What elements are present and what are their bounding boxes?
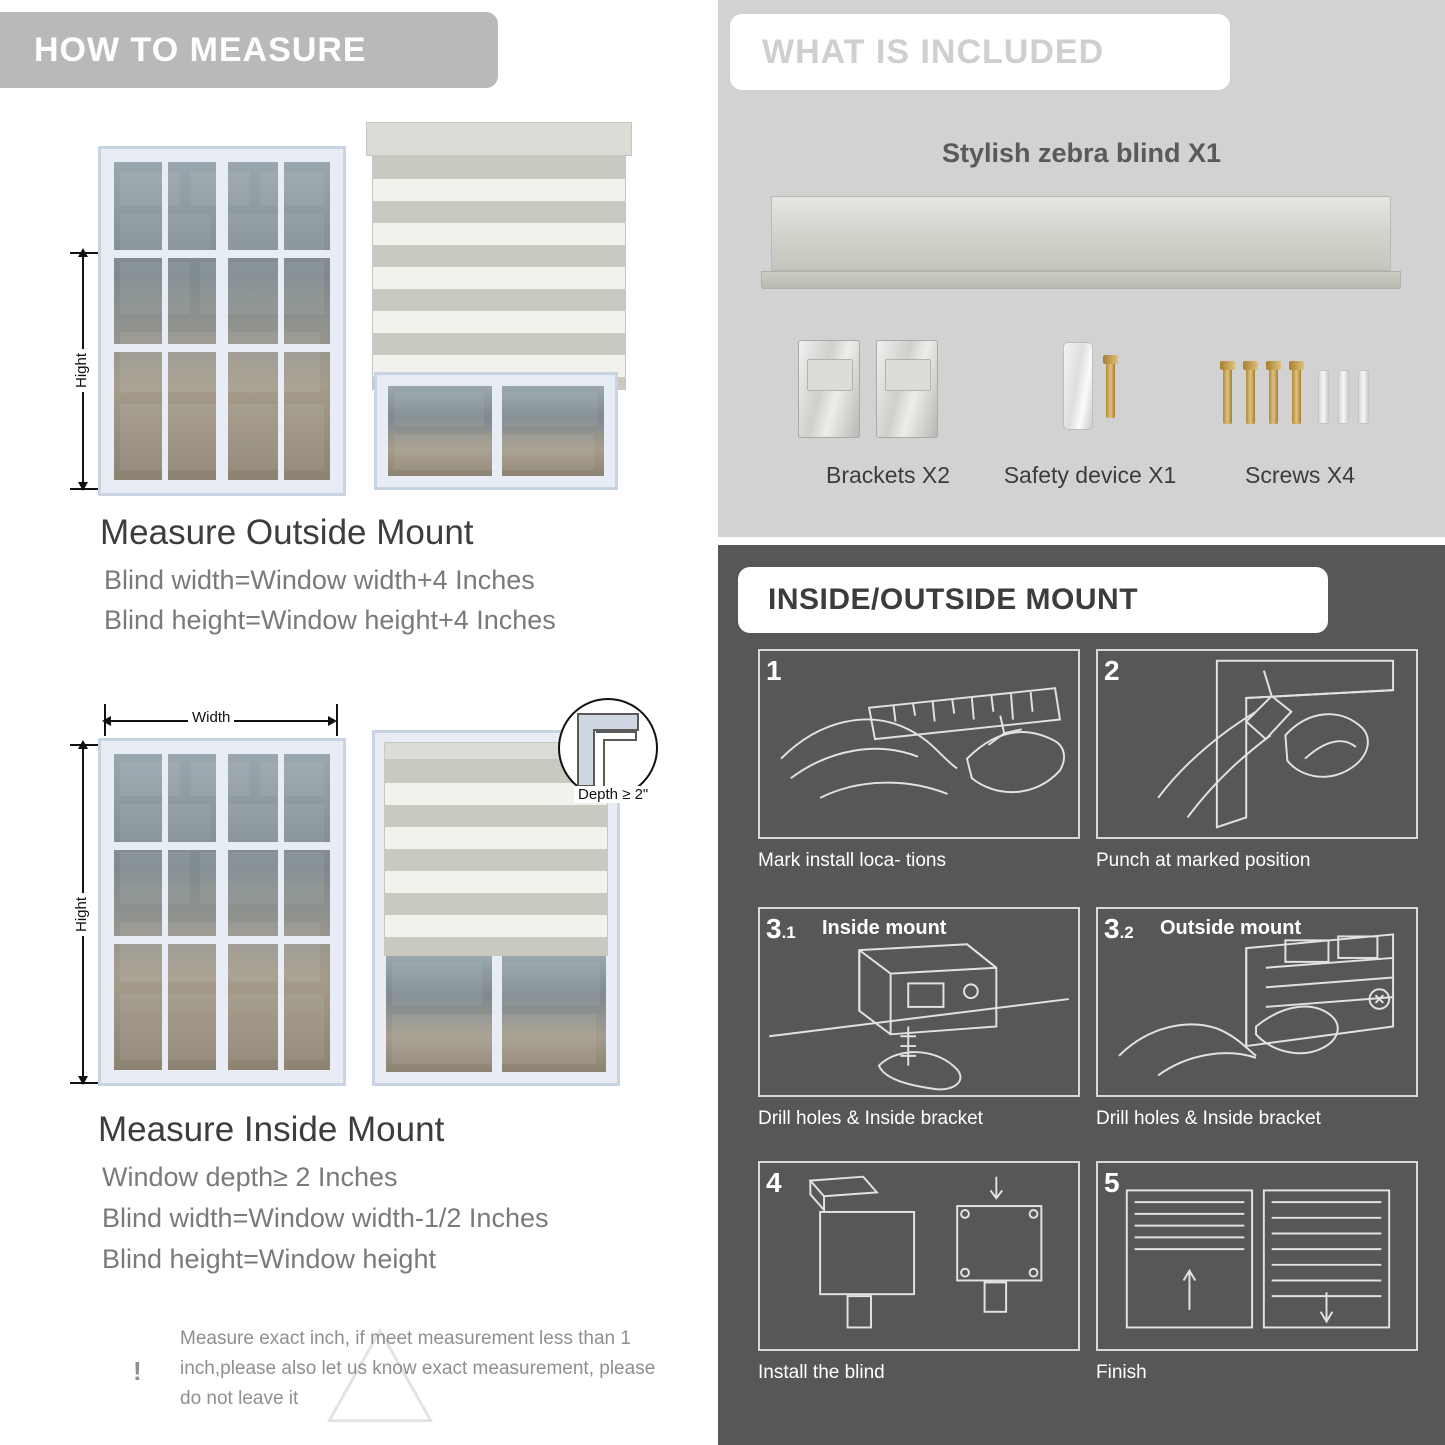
bracket-left-icon <box>798 340 860 438</box>
zebra-blind-bottom-lip <box>761 271 1401 289</box>
wall-anchor-icon-2 <box>1338 370 1349 424</box>
depth-callout-circle <box>558 698 658 798</box>
outside-height-tick-bottom <box>70 488 100 490</box>
wall-anchor-icon-3 <box>1358 370 1369 424</box>
step-3-1-inline-label: Inside mount <box>822 917 947 939</box>
inside-mount-line-2: Blind width=Window width-1/2 Inches <box>102 1203 549 1233</box>
step-4 <box>758 1161 1080 1351</box>
how-to-measure-banner <box>0 12 498 88</box>
depth-label: Depth ≥ 2" <box>574 786 652 803</box>
outside-blind-fabric <box>372 156 626 390</box>
step-3-1 <box>758 907 1080 1097</box>
step-3-2 <box>1096 907 1418 1097</box>
outside-blind-headrail <box>366 122 632 156</box>
inside-outside-mount-panel <box>718 545 1445 1445</box>
step-1-sketch <box>760 651 1078 837</box>
how-to-measure-panel <box>0 0 706 1445</box>
warning-block <box>100 1318 660 1428</box>
step-3-2-caption: Drill holes & Inside bracket <box>1096 1108 1321 1129</box>
inside-mount-line-3: Blind height=Window height <box>102 1244 436 1274</box>
step-1 <box>758 649 1080 839</box>
step-3-2-inline-label: Outside mount <box>1160 917 1302 939</box>
column-divider <box>706 0 718 1445</box>
inside-width-label: Width <box>188 709 234 726</box>
outside-window-mullion <box>216 162 228 480</box>
step-5-caption: Finish <box>1096 1362 1147 1383</box>
step-4-sketch <box>760 1163 1078 1349</box>
inside-height-label: Hight <box>73 893 90 936</box>
outside-mount-line-2: Blind height=Window height+4 Inches <box>104 605 556 635</box>
warning-exclamation: ! <box>133 1356 142 1386</box>
main-item-label: Stylish zebra blind X1 <box>941 138 1222 168</box>
what-is-included-title: WHAT IS INCLUDED <box>762 32 1105 71</box>
step-1-caption: Mark install loca- tions <box>758 850 946 871</box>
inside-mount-title: Measure Inside Mount <box>98 1110 445 1149</box>
inside-outside-mount-title: INSIDE/OUTSIDE MOUNT <box>768 583 1139 616</box>
step-5 <box>1096 1161 1418 1351</box>
wall-anchor-icon-1 <box>1318 370 1329 424</box>
what-is-included-banner <box>730 14 1230 90</box>
how-to-measure-title: HOW TO MEASURE <box>34 30 367 69</box>
step-5-sketch <box>1098 1163 1416 1349</box>
outside-height-label: Hight <box>73 349 90 392</box>
outside-mount-illustration <box>0 100 706 500</box>
zebra-blind-headrail <box>771 196 1391 271</box>
step-2-caption: Punch at marked position <box>1096 850 1311 871</box>
brackets-label: Brackets X2 <box>826 462 950 488</box>
inside-mount-illustration <box>0 698 706 1098</box>
screw-icon-1 <box>1223 368 1232 424</box>
inside-outside-mount-banner <box>738 567 1328 633</box>
step-3-2-number: 3.2 <box>1104 913 1134 944</box>
step-5-number: 5 <box>1104 1167 1120 1198</box>
screw-icon-3 <box>1269 368 1278 424</box>
step-2-sketch <box>1098 651 1416 837</box>
outside-mount-line-1: Blind width=Window width+4 Inches <box>104 565 535 595</box>
step-3-1-caption: Drill holes & Inside bracket <box>758 1108 983 1129</box>
outside-mount-title: Measure Outside Mount <box>100 513 474 552</box>
step-3-1-number: 3.1 <box>766 913 796 944</box>
warning-text: Measure exact inch, if meet measurement less than 1 inch,please also let us know exact measurement, please do not leave it <box>180 1328 656 1409</box>
screw-icon-4 <box>1292 368 1301 424</box>
outside-height-tick-top <box>70 252 100 254</box>
step-4-number: 4 <box>766 1167 782 1198</box>
what-is-included-panel <box>718 0 1445 545</box>
step-2-number: 2 <box>1104 655 1120 686</box>
screws-label: Screws X4 <box>1245 462 1355 488</box>
screw-icon-2 <box>1246 368 1255 424</box>
inside-mount-line-1: Window depth≥ 2 Inches <box>102 1162 398 1192</box>
safety-device-screw-icon <box>1106 362 1115 418</box>
safety-device-icon <box>1063 342 1093 430</box>
step-2 <box>1096 649 1418 839</box>
bracket-right-icon <box>876 340 938 438</box>
step-1-number: 1 <box>766 655 782 686</box>
right-panels-divider <box>718 537 1445 545</box>
safety-device-label: Safety device X1 <box>1003 462 1177 488</box>
step-4-caption: Install the blind <box>758 1362 885 1383</box>
